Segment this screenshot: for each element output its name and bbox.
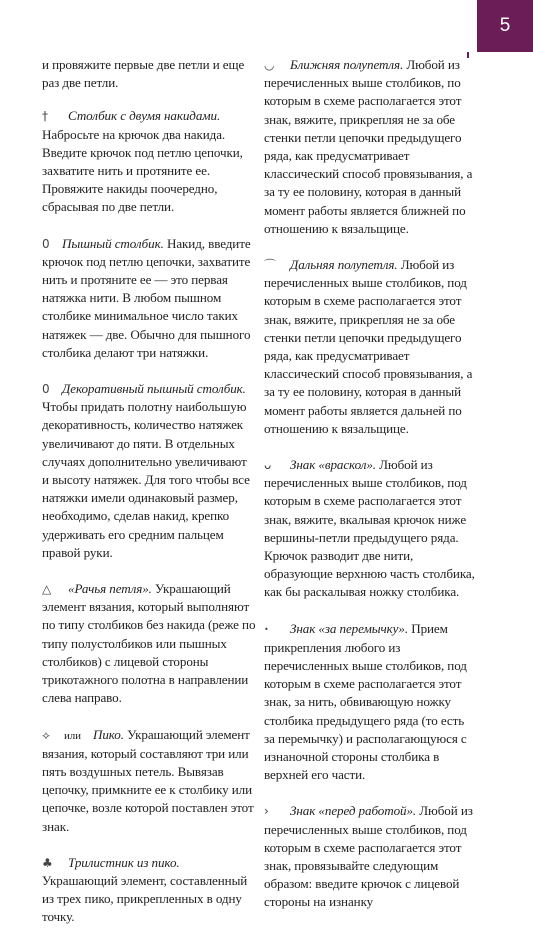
paragraph-front-post — [264, 802, 478, 911]
page-number-tab — [477, 0, 533, 52]
puff-stitch-symbol-icon: 0 — [42, 236, 50, 251]
paragraph-bar — [264, 620, 478, 785]
or-label: или — [64, 729, 81, 742]
paragraph-back-loop — [264, 256, 478, 438]
paragraph-text: и провяжите первые две петли и еще раз две петли. — [42, 57, 245, 91]
term: Знак «перед работой». — [290, 803, 417, 819]
paragraph-double-crochet-2 — [42, 107, 256, 216]
paragraph-decorative-puff — [42, 380, 256, 562]
left-column — [42, 56, 256, 945]
paragraph-text: Любой из перечисленных выше столбиков, под которым в схеме располагается этот знак, вяжите, прикрепляя не за обе стенки петли цепочки предыдущего ряда, как предусматривает классический способ провязывания, а за ту ее половину, которая в данный момент работы является дальней по отношению к вязальщице. — [264, 257, 473, 436]
trefoil-symbol-icon: ♣ — [42, 855, 53, 870]
paragraph-front-loop — [264, 56, 478, 238]
right-column — [264, 56, 478, 930]
paragraph-text: Украшающий элемент, составленный из трех пико, прикрепленных в одну точку. — [42, 872, 248, 925]
term: Пышный столбик. — [62, 235, 164, 251]
triangle-symbol-icon: △ — [42, 582, 52, 597]
term: Декоративный пышный столбик. — [62, 381, 246, 397]
paragraph-picot — [42, 726, 256, 836]
page-number: 5 — [499, 15, 511, 36]
paragraph-text: Набросьте на крючок два накида. Введите крючок под петлю цепочки, захватите нить и протяните ее. Провяжите накиды поочередно, сбрасывая по две петли. — [42, 126, 243, 215]
term: Столбик с двумя накидами. — [68, 108, 221, 124]
paragraph-text: Украшающий элемент вязания, который составляют три или пять воздушных петель. Вывязав цепочку, примкните ее к столбику или цепочке, возле которой поставлен этот знак. — [42, 726, 254, 834]
paragraph-text: Любой из перечисленных выше столбиков, под которым в схеме располагается этот знак, вяжите, вкалывая крючок ниже вершины-петли предыдущего ряда. Крючок разводит две нити, образующие верхнюю часть столбика, как бы раскалывая ножку столбика. — [264, 457, 475, 600]
back-loop-symbol-icon: ⌒ — [264, 258, 276, 273]
term: «Рачья петля». — [68, 581, 152, 597]
paragraph-puff-stitch — [42, 235, 256, 362]
front-post-symbol-icon: › — [264, 804, 269, 819]
paragraph-split — [264, 456, 478, 602]
dot-symbol-icon: • — [264, 624, 269, 634]
term: Трилистник из пико. — [68, 854, 180, 870]
paragraph-text: Украшающий элемент вязания, который выполняют по типу столбиков без накида (реже по типу полустолбиков или пышных столбиков) с лицевой стороны трикотажного полотна в направлении слева направо. — [42, 581, 256, 706]
decorative-puff-symbol-icon: 0 — [42, 382, 50, 397]
paragraph-text: Чтобы придать полотну наибольшую декоративность, количество натяжек увеличивают до пяти. В отдельных случаях дополнительно увеличивают и высоту натяжек. Для того чтобы все натяжки имели одинаковый размер, необходимо, сделав накид, крепко удерживать его средним пальцем правой руки. — [42, 399, 250, 560]
paragraph — [42, 56, 256, 92]
term: Ближняя полупетля. — [290, 57, 404, 72]
term: Дальняя полупетля. — [290, 257, 398, 273]
paragraph-text: Прием прикрепления любого из перечисленных выше столбиков, под которым в схеме располагается этот знак, за нить, обвивающую ножку столбика предыдущего ряда (то есть за перемычку) и располагающуюся с изнаночной стороны столбика в верхней его части. — [264, 620, 467, 783]
term: Знак «за перемычку». — [290, 620, 409, 636]
term: Знак «враскол». — [290, 457, 376, 473]
paragraph-text: Любой из перечисленных выше столбиков, под которым в схеме располагается этот знак, провязывайте следующим образом: введите крючок с лицевой стороны на изнанку — [264, 803, 473, 910]
double-treble-symbol-icon: † — [42, 109, 48, 124]
term: Пико. — [92, 726, 124, 742]
split-symbol-icon: ᴗ — [264, 458, 272, 473]
paragraph-text: Любой из перечисленных выше столбиков, по которым в схеме располагается этот знак, вяжите, прикрепляя не за обе стенки петли цепочки предыдущего ряда, как предусматривает классический способ провязывания, а за ту ее половину, которая в данный момент работы является ближней по отношению к вязальщице. — [264, 57, 473, 236]
picot-symbol-icon: ⟡ — [42, 727, 50, 742]
paragraph-crab-stitch — [42, 580, 256, 707]
front-loop-symbol-icon: ◡ — [264, 58, 275, 72]
paragraph-text: Накид, введите крючок под петлю цепочки, захватите нить и протяните ее — это первая натяжка нити. В любом пышном столбике минимальное число таких натяжек — две. Обычно для пышного столбика делают три натяжки. — [42, 235, 251, 360]
paragraph-trefoil — [42, 854, 256, 927]
